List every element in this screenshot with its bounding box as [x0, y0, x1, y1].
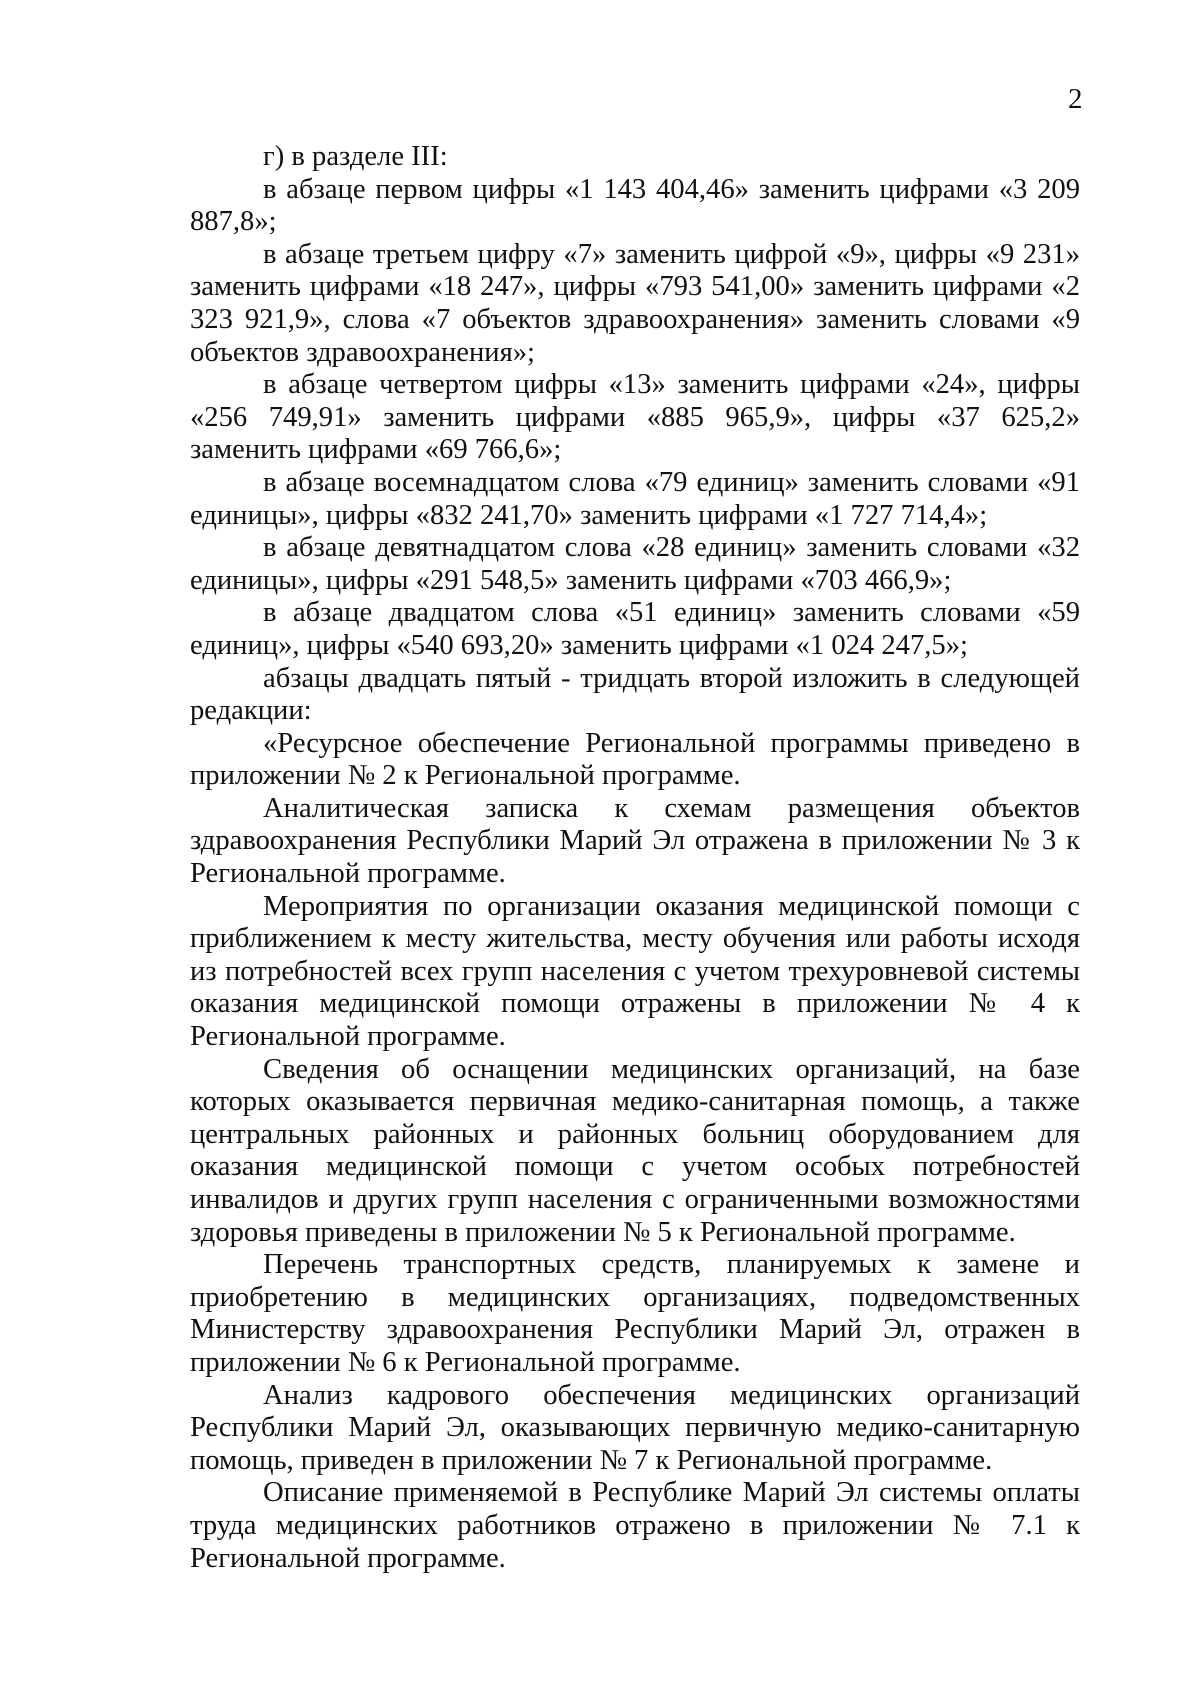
paragraph-annex-6: Перечень транспортных средств, планируемых к замене и приобретению в медицинских организациях, подведомственных Министерству здравоохранения Республики Марий Эл, отражен в приложении № 6 к Региональной программе. — [190, 1249, 1080, 1378]
paragraph-annex-5: Сведения об оснащении медицинских организаций, на базе которых оказывается первичная медико-санитарная помощь, а также центральных районных и районных больниц оборудованием для оказания медицинской помощи с учетом особых потребностей инвалидов и других групп населения с ограниченными возможностями здоровья приведены в приложении № 5 к Региональной программе. — [190, 1053, 1080, 1248]
paragraph-annex-7-1: Описание применяемой в Республике Марий Эл системы оплаты труда медицинских работников отражено в приложении № 7.1 к Региональной программе. — [190, 1477, 1080, 1574]
paragraph-annex-3: Аналитическая записка к схемам размещения объектов здравоохранения Республики Марий Эл отражена в приложении № 3 к Региональной программе. — [190, 792, 1080, 890]
paragraph-section-heading: г) в разделе III: — [263, 141, 448, 172]
paragraph-annex-7: Анализ кадрового обеспечения медицинских организаций Республики Марий Эл, оказывающих первичную медико-санитарную помощь, приведен в приложении № 7 к Региональной программе. — [190, 1379, 1080, 1476]
paragraph-annex-4: Мероприятия по организации оказания медицинской помощи с приближением к месту жительства, месту обучения или работы исходя из потребностей всех групп населения с учетом трехуровневой системы оказания медицинской помощи отражены в приложении № 4 к Региональной программе. — [190, 890, 1080, 1053]
paragraph-amendment-19: в абзаце девятнадцатом слова «28 единиц» заменить словами «32 единицы», цифры «291 548,5» заменить цифрами «703 466,9»; — [190, 532, 1080, 596]
paragraph-amendment-4: в абзаце четвертом цифры «13» заменить цифрами «24», цифры «256 749,91» заменить цифрами «885 965,9», цифры «37 625,2» заменить цифрами «69 766,6»; — [190, 369, 1080, 466]
paragraph-amendment-1: в абзаце первом цифры «1 143 404,46» заменить цифрами «3 209 887,8»; — [190, 173, 1080, 238]
paragraph-annex-2: «Ресурсное обеспечение Региональной программы приведено в приложении № 2 к Региональной программе. — [190, 727, 1080, 792]
document-body — [190, 141, 1080, 1575]
page-number: 2 — [1068, 83, 1083, 115]
paragraph-amendment-18: в абзаце восемнадцатом слова «79 единиц» заменить словами «91 единицы», цифры «832 241,70» заменить цифрами «1 727 714,4»; — [190, 466, 1080, 531]
paragraph-amendment-3: в абзаце третьем цифру «7» заменить цифрой «9», цифры «9 231» заменить цифрами «18 247», цифры «793 541,00» заменить цифрами «2 323 921,9», слова «7 объектов здравоохранения» заменить словами «9 объектов здравоохранения»; — [190, 238, 1080, 368]
paragraph-replacement-intro: абзацы двадцать пятый - тридцать второй изложить в следующей редакции: — [190, 662, 1080, 727]
paragraph-amendment-20: в абзаце двадцатом слова «51 единиц» заменить словами «59 единиц», цифры «540 693,20» заменить цифрами «1 024 247,5»; — [190, 597, 1080, 661]
